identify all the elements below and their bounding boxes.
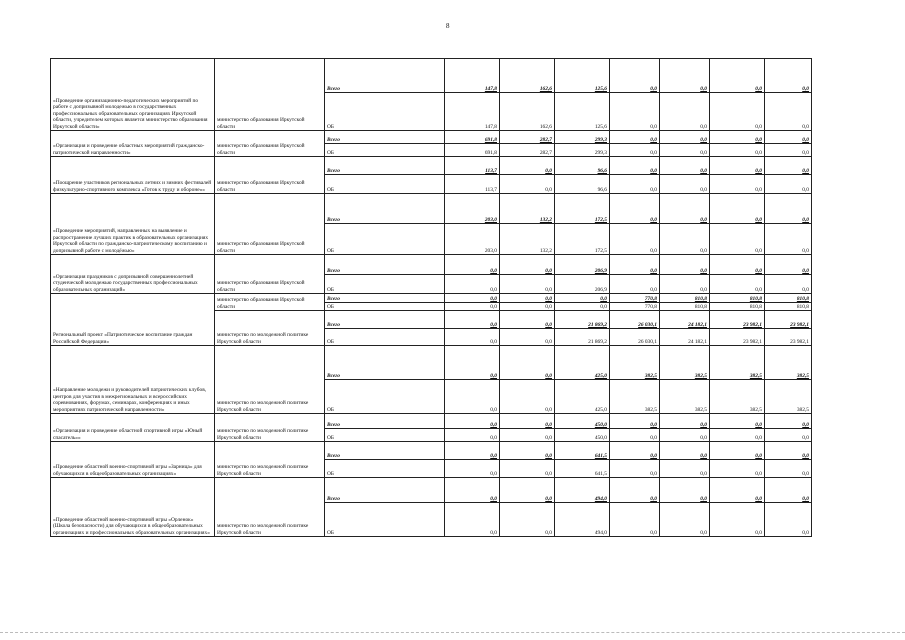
amount-cell: 206,9 [555,255,610,275]
table-row [51,346,812,380]
amount-cell: 0,0 [660,460,710,478]
funding-source: ОБ [325,144,445,157]
amount-cell: 494,0 [555,478,610,503]
table-row [51,414,812,429]
amount-cell: 203,0 [445,194,500,224]
amount-cell: 0,0 [765,460,812,478]
amount-cell: 0,0 [710,275,765,294]
amount-cell: 23 982,1 [765,329,812,346]
funding-source: Всего [325,346,445,380]
amount-cell: 0,0 [610,224,660,255]
amount-cell: 0,0 [710,59,765,93]
funding-source: ОБ [325,329,445,346]
amount-cell: 172,5 [555,194,610,224]
measure-name: «Организация и проведение областной спортивной игры «Юный спасатель»» [51,414,215,442]
amount-cell: 0,0 [610,255,660,275]
executor: министерство образования Иркутской области [215,294,325,311]
amount-cell: 0,0 [660,442,710,460]
amount-cell: 299,3 [555,144,610,157]
executor: министерство по молодежной политике Иркутской области [215,346,325,414]
amount-cell: 0,0 [445,275,500,294]
amount-cell: 132,2 [500,224,555,255]
amount-cell: 0,0 [445,503,500,537]
measure-name: Региональный проект «Патриотическое воспитание граждан Российской Федерации» [51,294,215,346]
executor: министерство образования Иркутской области [215,194,325,255]
table-row [51,59,812,93]
amount-cell: 810,8 [710,303,765,311]
amount-cell: 0,0 [765,93,812,131]
funding-source: Всего [325,414,445,429]
funding-source: Всего [325,157,445,175]
amount-cell: 113,7 [445,175,500,194]
funding-source: ОБ [325,460,445,478]
amount-cell: 147,8 [445,93,500,131]
measure-name: «Проведение областной военно-спортивной игры «Орленок» (Школа безопасности) для обучающихся в общеобразовательных организациях и профессиональных образовательных организациях» [51,478,215,537]
amount-cell: 0,0 [445,414,500,429]
table-row [51,255,812,275]
amount-cell: 770,8 [610,303,660,311]
amount-cell: 0,0 [610,478,660,503]
amount-cell: 0,0 [765,442,812,460]
amount-cell: 23 982,1 [710,311,765,329]
amount-cell: 810,8 [660,294,710,303]
amount-cell: 0,0 [660,224,710,255]
amount-cell: 0,0 [660,503,710,537]
amount-cell: 382,5 [765,346,812,380]
amount-cell: 0,0 [445,380,500,414]
amount-cell: 0,0 [710,478,765,503]
amount-cell: 450,0 [555,414,610,429]
amount-cell: 0,0 [610,442,660,460]
amount-cell: 0,0 [765,478,812,503]
amount-cell: 21 869,2 [555,311,610,329]
amount-cell: 810,8 [765,294,812,303]
executor: министерство образования Иркутской области [215,59,325,131]
funding-source: Всего [325,311,445,329]
funding-source: Всего [325,478,445,503]
amount-cell: 24 182,1 [660,311,710,329]
amount-cell: 132,2 [500,194,555,224]
amount-cell: 26 030,1 [610,329,660,346]
amount-cell: 0,0 [445,329,500,346]
amount-cell: 0,0 [500,157,555,175]
amount-cell: 0,0 [765,275,812,294]
funding-source: ОБ [325,224,445,255]
amount-cell: 0,0 [610,144,660,157]
funding-source: ОБ [325,380,445,414]
amount-cell: 0,0 [500,503,555,537]
amount-cell: 147,8 [445,59,500,93]
amount-cell: 96,6 [555,175,610,194]
amount-cell: 0,0 [765,414,812,429]
amount-cell: 0,0 [710,157,765,175]
amount-cell: 0,0 [765,255,812,275]
measure-name: «Проведение организационно-педагогических мероприятий по работе с допризывной молодежью в государственных профессиональных образовательных организациях Иркутской области, учредителем которых является министерство образования Иркутской области» [51,59,215,131]
table-row [51,131,812,144]
amount-cell: 691,8 [445,131,500,144]
amount-cell: 282,7 [500,131,555,144]
amount-cell: 0,0 [500,442,555,460]
funding-source: ОБ [325,175,445,194]
page-number: 8 [446,22,450,30]
amount-cell: 0,0 [500,275,555,294]
amount-cell: 0,0 [610,157,660,175]
amount-cell: 0,0 [555,303,610,311]
funding-source: ОБ [325,503,445,537]
amount-cell: 0,0 [500,175,555,194]
executor: министерство по молодежной политике Иркутской области [215,478,325,537]
amount-cell: 21 869,2 [555,329,610,346]
funding-source: ОБ [325,303,445,311]
amount-cell: 425,0 [555,346,610,380]
amount-cell: 0,0 [610,59,660,93]
amount-cell: 0,0 [500,478,555,503]
funding-source: ОБ [325,429,445,442]
amount-cell: 162,6 [500,59,555,93]
amount-cell: 0,0 [765,157,812,175]
measure-name: «Проведение мероприятий, направленных на выявление и распространение лучших практик в образовательных организациях Иркутской области по гражданско-патриотическому воспитанию и допризывной работе с молодёжью» [51,194,215,255]
executor: министерство образования Иркутской области [215,131,325,157]
executor: министерство по молодежной политике Иркутской области [215,311,325,346]
amount-cell: 0,0 [610,194,660,224]
amount-cell: 0,0 [660,194,710,224]
amount-cell: 0,0 [765,429,812,442]
amount-cell: 0,0 [765,503,812,537]
amount-cell: 0,0 [710,414,765,429]
amount-cell: 96,6 [555,157,610,175]
amount-cell: 26 030,1 [610,311,660,329]
amount-cell: 23 982,1 [710,329,765,346]
amount-cell: 382,5 [660,380,710,414]
amount-cell: 0,0 [500,429,555,442]
amount-cell: 382,5 [660,346,710,380]
amount-cell: 0,0 [445,303,500,311]
amount-cell: 0,0 [710,460,765,478]
amount-cell: 0,0 [610,175,660,194]
measure-name: «Направление молодежи и руководителей патриотических клубов, центров для участия в межрегиональных и всероссийских соревнованиях, форумах, семинарах, конференциях и иных мероприятиях патриотической направленности» [51,346,215,414]
amount-cell: 0,0 [765,131,812,144]
amount-cell: 0,0 [610,429,660,442]
amount-cell: 425,0 [555,380,610,414]
amount-cell: 810,8 [765,303,812,311]
amount-cell: 203,0 [445,224,500,255]
amount-cell: 0,0 [710,144,765,157]
amount-cell: 382,5 [710,346,765,380]
budget-table [50,58,812,537]
measure-name: «Организация праздников с допризывной совершеннолетней студенческой молодежью государственных профессиональных образовательных организаций» [51,255,215,294]
amount-cell: 382,5 [610,380,660,414]
amount-cell: 0,0 [660,93,710,131]
table-row [51,478,812,503]
amount-cell: 0,0 [445,255,500,275]
amount-cell: 0,0 [710,224,765,255]
amount-cell: 641,5 [555,442,610,460]
amount-cell: 24 182,1 [660,329,710,346]
amount-cell: 0,0 [660,478,710,503]
funding-source: ОБ [325,93,445,131]
table-row [51,157,812,175]
amount-cell: 0,0 [555,294,610,303]
amount-cell: 810,8 [710,294,765,303]
amount-cell: 0,0 [660,131,710,144]
amount-cell: 0,0 [610,503,660,537]
amount-cell: 0,0 [660,429,710,442]
amount-cell: 0,0 [445,442,500,460]
amount-cell: 0,0 [660,255,710,275]
amount-cell: 0,0 [610,93,660,131]
executor: министерство образования Иркутской области [215,255,325,294]
amount-cell: 125,6 [555,59,610,93]
amount-cell: 0,0 [445,294,500,303]
executor: министерство по молодежной политике Иркутской области [215,442,325,478]
measure-name: «Поощрение участников региональных летних и зимних фестивалей физкультурно-спортивного комплекса «Готов к труду и обороне»» [51,157,215,194]
amount-cell: 162,6 [500,93,555,131]
amount-cell: 0,0 [660,275,710,294]
amount-cell: 0,0 [710,194,765,224]
amount-cell: 0,0 [445,478,500,503]
amount-cell: 0,0 [660,144,710,157]
table-row [51,294,812,303]
amount-cell: 0,0 [610,275,660,294]
amount-cell: 0,0 [610,131,660,144]
amount-cell: 382,5 [710,380,765,414]
amount-cell: 125,6 [555,93,610,131]
amount-cell: 0,0 [500,460,555,478]
amount-cell: 0,0 [710,175,765,194]
amount-cell: 0,0 [660,59,710,93]
amount-cell: 0,0 [765,144,812,157]
amount-cell: 0,0 [765,59,812,93]
amount-cell: 206,9 [555,275,610,294]
executor: министерство образования Иркутской области [215,157,325,194]
amount-cell: 0,0 [765,224,812,255]
funding-source: ОБ [325,275,445,294]
amount-cell: 0,0 [710,429,765,442]
amount-cell: 0,0 [500,294,555,303]
amount-cell: 0,0 [610,460,660,478]
amount-cell: 0,0 [610,414,660,429]
scan-edge [0,632,905,633]
amount-cell: 382,5 [610,346,660,380]
amount-cell: 0,0 [500,311,555,329]
amount-cell: 770,8 [610,294,660,303]
table-row [51,442,812,460]
amount-cell: 0,0 [710,503,765,537]
executor: министерство по молодежной политике Иркутской области [215,414,325,442]
amount-cell: 0,0 [445,346,500,380]
amount-cell: 23 982,1 [765,311,812,329]
funding-source: Всего [325,131,445,144]
amount-cell: 0,0 [500,303,555,311]
amount-cell: 0,0 [500,255,555,275]
amount-cell: 299,3 [555,131,610,144]
amount-cell: 0,0 [710,442,765,460]
amount-cell: 0,0 [445,429,500,442]
amount-cell: 0,0 [765,175,812,194]
amount-cell: 282,7 [500,144,555,157]
amount-cell: 0,0 [765,194,812,224]
amount-cell: 691,8 [445,144,500,157]
funding-source: Всего [325,194,445,224]
amount-cell: 113,7 [445,157,500,175]
amount-cell: 0,0 [500,380,555,414]
table-row [51,194,812,224]
funding-source: Всего [325,255,445,275]
amount-cell: 0,0 [710,255,765,275]
amount-cell: 0,0 [660,157,710,175]
amount-cell: 0,0 [660,175,710,194]
amount-cell: 172,5 [555,224,610,255]
amount-cell: 450,0 [555,429,610,442]
amount-cell: 0,0 [500,346,555,380]
amount-cell: 0,0 [500,329,555,346]
amount-cell: 641,5 [555,460,610,478]
amount-cell: 0,0 [500,414,555,429]
funding-source: Всего [325,294,445,303]
amount-cell: 0,0 [660,414,710,429]
amount-cell: 0,0 [710,131,765,144]
amount-cell: 810,8 [660,303,710,311]
funding-source: Всего [325,442,445,460]
amount-cell: 0,0 [445,460,500,478]
measure-name: «Организация и проведение областных мероприятий гражданско-патриотической направленности» [51,131,215,157]
funding-source: Всего [325,59,445,93]
amount-cell: 0,0 [710,93,765,131]
measure-name: «Проведение областной военно-спортивной игры «Зарница» для обучающихся в общеобразовательных организациях» [51,442,215,478]
amount-cell: 382,5 [765,380,812,414]
amount-cell: 494,0 [555,503,610,537]
amount-cell: 0,0 [445,311,500,329]
